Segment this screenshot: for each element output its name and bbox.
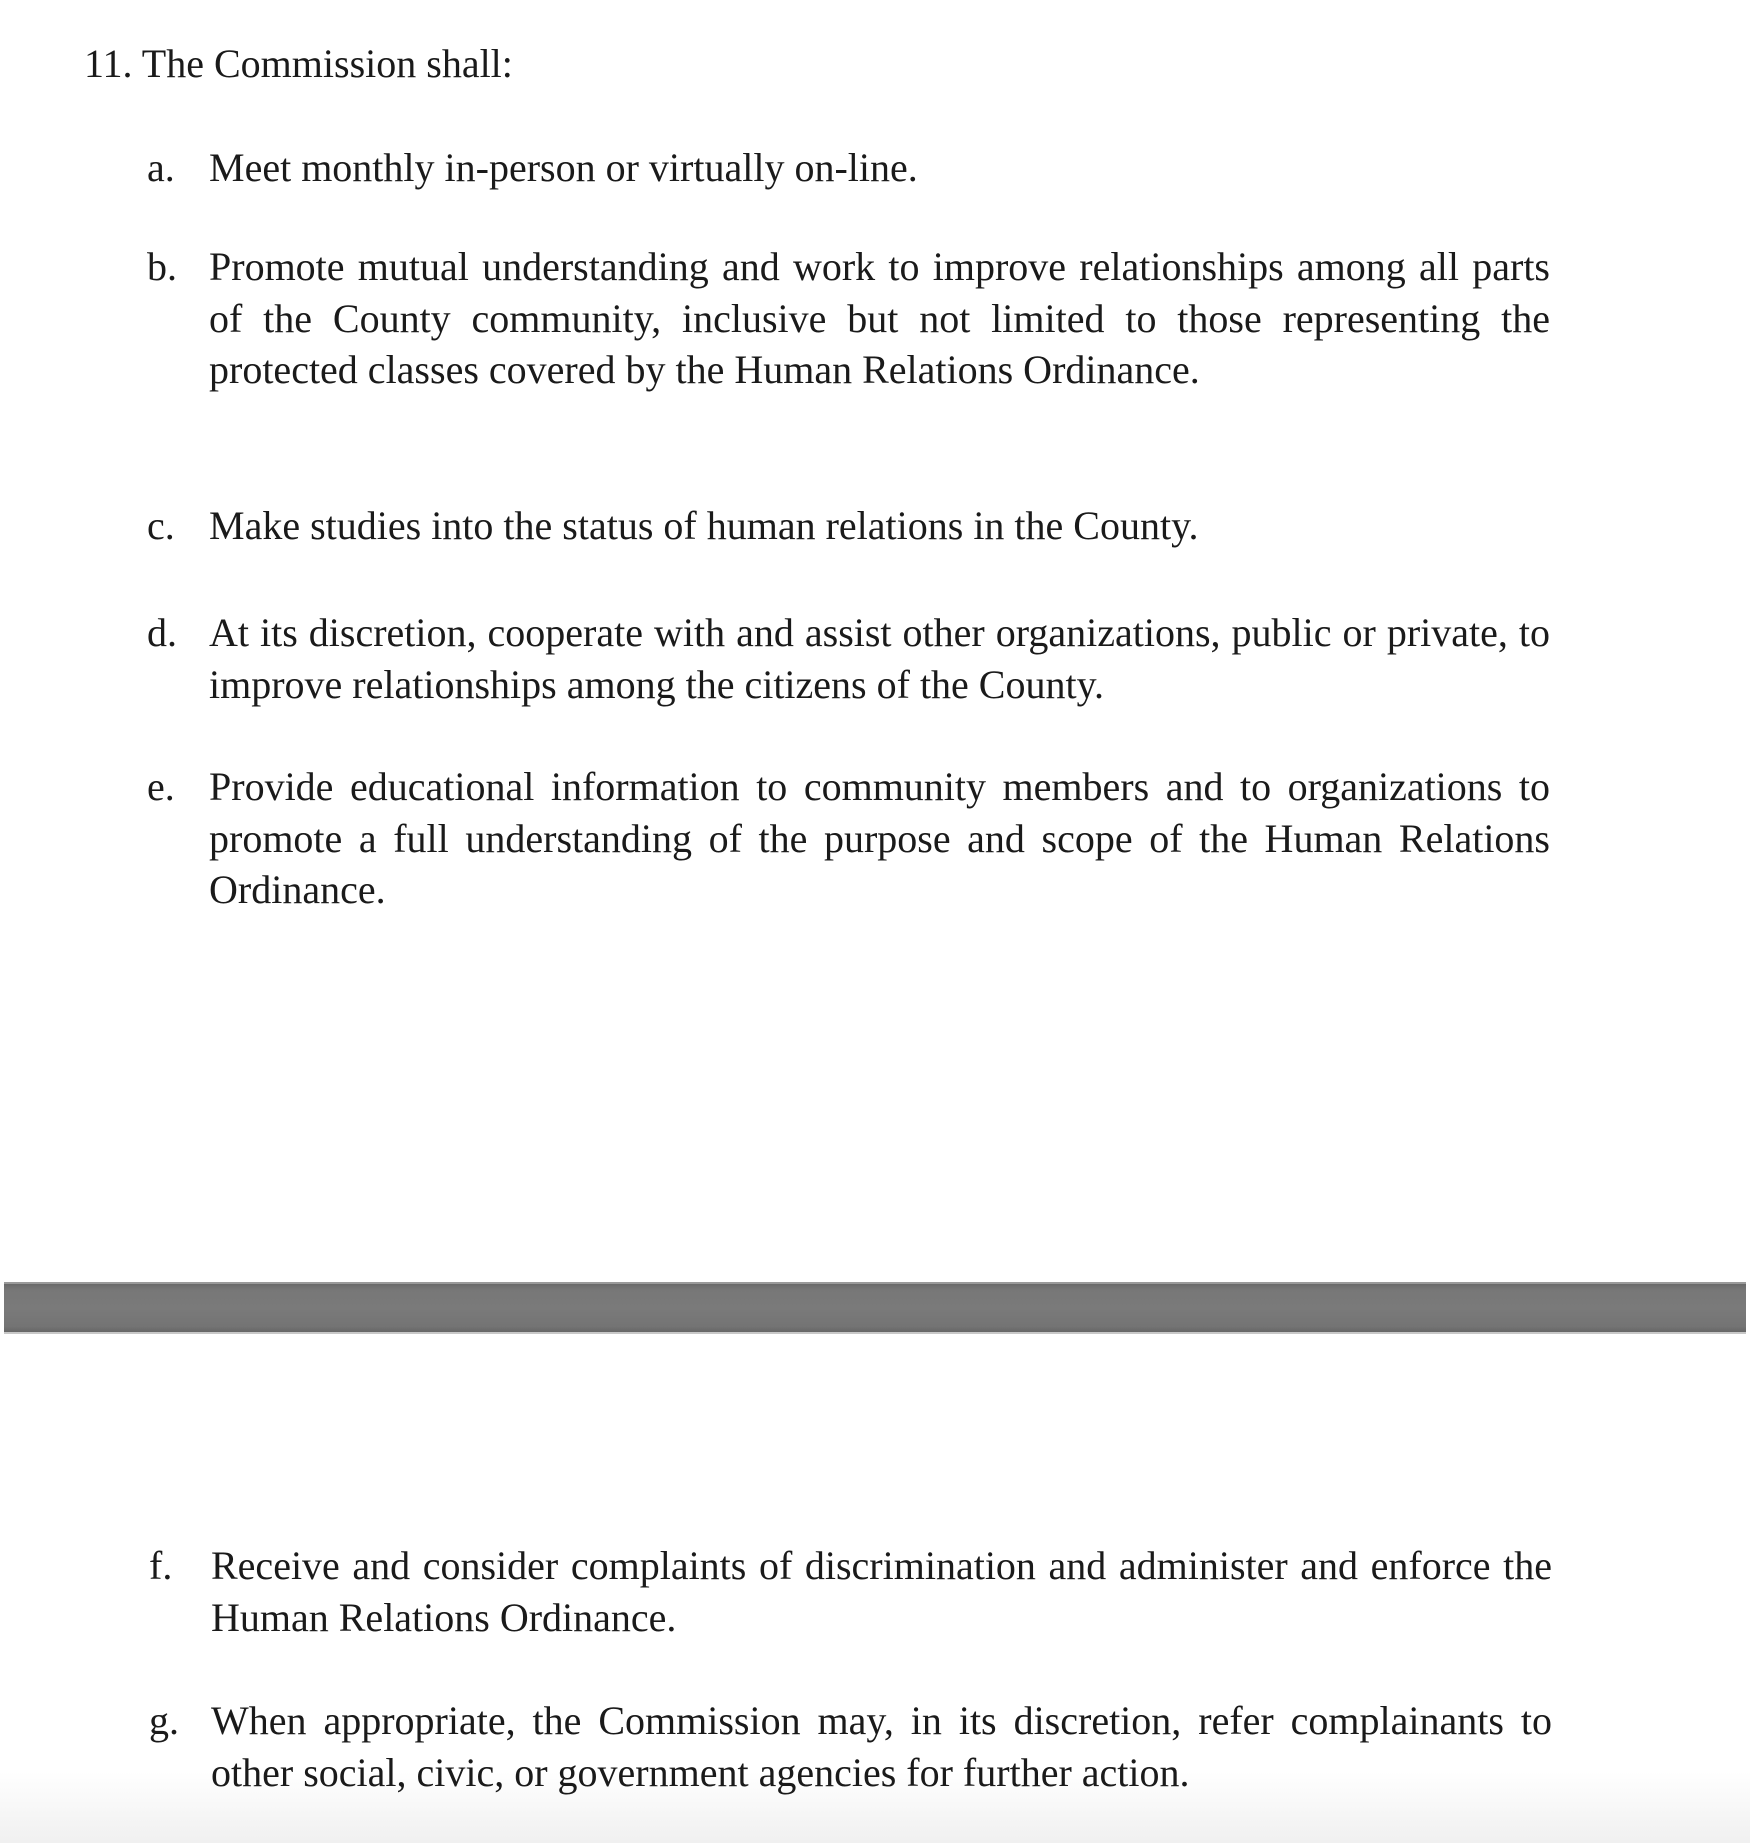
item-text: Promote mutual understanding and work to improve relationships among all parts of the County community, inclusive but not limited to those representing the protected classes covered by the Human Relations Ordinance. <box>209 244 1550 392</box>
page-separator <box>4 1282 1746 1334</box>
list-item-b <box>147 241 1550 396</box>
item-text: Receive and consider complaints of discrimination and administer and enforce the Human Relations Ordinance. <box>211 1543 1552 1640</box>
document-page-2 <box>0 1334 1750 1843</box>
section-heading: 11. The Commission shall: <box>84 41 513 86</box>
item-label: e. <box>147 764 175 809</box>
list-item-a <box>147 142 1550 194</box>
item-text: Meet monthly in-person or virtually on-line. <box>209 145 918 190</box>
item-text: Provide educational information to community members and to organizations to promote a full understanding of the purpose and scope of the Human Relations Ordinance. <box>209 764 1550 912</box>
item-text: When appropriate, the Commission may, in its discretion, refer complainants to other social, civic, or government agencies for further action. <box>211 1698 1552 1795</box>
list-item-d <box>147 607 1550 710</box>
list-item-c <box>147 500 1550 552</box>
item-label: a. <box>147 145 175 190</box>
list-item-e <box>147 761 1550 916</box>
item-label: d. <box>147 610 177 655</box>
item-label: g. <box>149 1698 179 1743</box>
item-text: Make studies into the status of human relations in the County. <box>209 503 1199 548</box>
item-label: c. <box>147 503 175 548</box>
list-item-f <box>149 1540 1552 1643</box>
item-label: b. <box>147 244 177 289</box>
item-label: f. <box>149 1543 173 1588</box>
list-item-g <box>149 1695 1552 1798</box>
item-text: At its discretion, cooperate with and assist other organizations, public or private, to improve relationships among the citizens of the County. <box>209 610 1550 707</box>
